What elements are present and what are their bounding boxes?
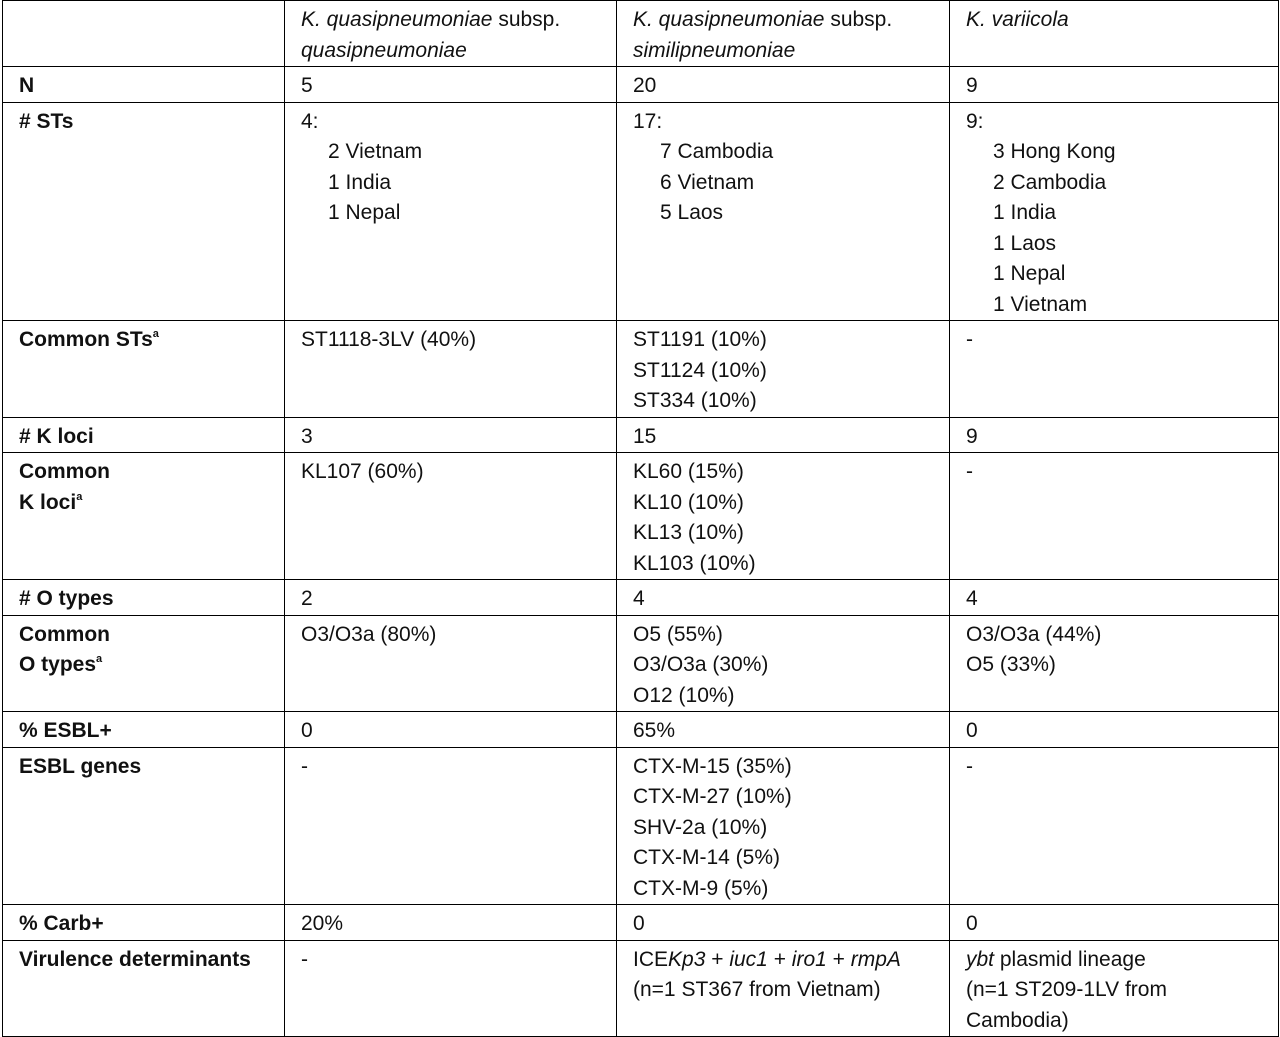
row-common-sts xyxy=(3,321,1279,418)
row-label: % ESBL+ xyxy=(3,712,285,748)
row-o-types xyxy=(3,580,1279,616)
cell: - xyxy=(950,747,1279,905)
cell: 0 xyxy=(617,905,950,941)
cell: 9 xyxy=(950,67,1279,103)
cell: 9 xyxy=(950,417,1279,453)
header-row xyxy=(3,1,1279,67)
cell: 9: 3 Hong Kong 2 Cambodia 1 India 1 Laos 1 Nepal 1 Vietnam xyxy=(950,102,1279,321)
cell: 15 xyxy=(617,417,950,453)
cell: ST1191 (10%) ST1124 (10%) ST334 (10%) xyxy=(617,321,950,418)
row-common-o-types xyxy=(3,615,1279,712)
row-label: # K loci xyxy=(3,417,285,453)
cell: - xyxy=(285,747,617,905)
cell: 0 xyxy=(950,712,1279,748)
row-label: Common K loci$^a$ xyxy=(3,453,285,580)
cell: ICEKp3 + iuc1 + iro1 + rmpA (n=1 ST367 from Vietnam) xyxy=(617,940,950,1037)
cell: 4 xyxy=(950,580,1279,616)
row-carb-percent xyxy=(3,905,1279,941)
cell: - xyxy=(285,940,617,1037)
cell: ST1118-3LV (40%) xyxy=(285,321,617,418)
cell: 65% xyxy=(617,712,950,748)
cell: 0 xyxy=(285,712,617,748)
row-label: Common O types$^a$ xyxy=(3,615,285,712)
cell: KL107 (60%) xyxy=(285,453,617,580)
cell: 4: 2 Vietnam 1 India 1 Nepal xyxy=(285,102,617,321)
cell: 20 xyxy=(617,67,950,103)
cell: 0 xyxy=(950,905,1279,941)
header-col2: K. quasipneumoniae subsp. similipneumoniae xyxy=(617,1,950,67)
row-k-loci xyxy=(3,417,1279,453)
row-label: ESBL genes xyxy=(3,747,285,905)
header-col3: K. variicola xyxy=(950,1,1279,67)
cell: KL60 (15%) KL10 (10%) KL13 (10%) KL103 (10%) xyxy=(617,453,950,580)
row-label: # STs xyxy=(3,102,285,321)
row-label: Common STs$^a$ xyxy=(3,321,285,418)
cell: 20% xyxy=(285,905,617,941)
cell: - xyxy=(950,321,1279,418)
cell: - xyxy=(950,453,1279,580)
cell: 4 xyxy=(617,580,950,616)
row-label: Virulence determinants xyxy=(3,940,285,1037)
row-label: % Carb+ xyxy=(3,905,285,941)
cell: CTX-M-15 (35%) CTX-M-27 (10%) SHV-2a (10%) CTX-M-14 (5%) CTX-M-9 (5%) xyxy=(617,747,950,905)
row-common-k-loci xyxy=(3,453,1279,580)
header-col1: K. quasipneumoniae subsp. quasipneumoniae xyxy=(285,1,617,67)
cell: O3/O3a (44%) O5 (33%) xyxy=(950,615,1279,712)
data-table xyxy=(2,0,1279,1037)
cell: O5 (55%) O3/O3a (30%) O12 (10%) xyxy=(617,615,950,712)
cell: 3 xyxy=(285,417,617,453)
cell: O3/O3a (80%) xyxy=(285,615,617,712)
cell: ybt plasmid lineage (n=1 ST209-1LV from Cambodia) xyxy=(950,940,1279,1037)
cell: 17: 7 Cambodia 6 Vietnam 5 Laos xyxy=(617,102,950,321)
row-n xyxy=(3,67,1279,103)
cell: 2 xyxy=(285,580,617,616)
row-label: N xyxy=(3,67,285,103)
header-empty-cell xyxy=(3,1,285,67)
row-sts xyxy=(3,102,1279,321)
row-virulence xyxy=(3,940,1279,1037)
cell: 5 xyxy=(285,67,617,103)
row-esbl-genes xyxy=(3,747,1279,905)
row-label: # O types xyxy=(3,580,285,616)
row-esbl-percent xyxy=(3,712,1279,748)
